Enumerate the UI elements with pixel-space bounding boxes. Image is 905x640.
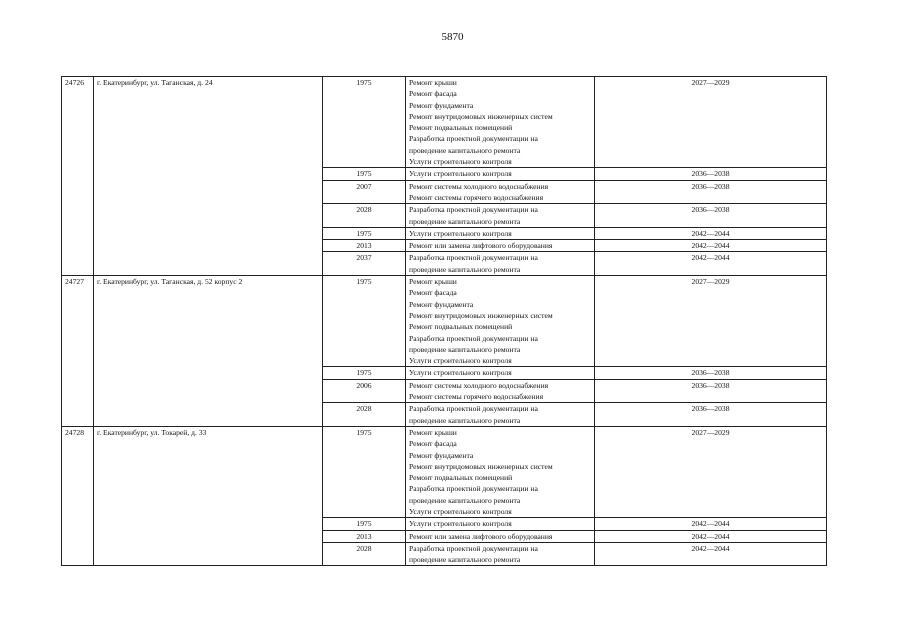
work-line: Ремонт внутридомовых инженерных систем <box>409 111 553 121</box>
work-description <box>406 542 595 566</box>
work-line: Ремонт внутридомовых инженерных систем <box>409 310 553 320</box>
work-year: 1975 <box>323 426 406 517</box>
work-period: 2036—2038 <box>595 204 827 228</box>
work-line: Ремонт крыши <box>409 277 457 287</box>
work-line: Услуги строительного контроля <box>409 519 512 529</box>
work-line: проведение капитального ремонта <box>409 264 521 274</box>
work-line: Ремонт подвальных помещений <box>409 473 513 483</box>
table-row <box>62 276 827 367</box>
work-description <box>406 367 595 379</box>
work-period: 2036—2038 <box>595 168 827 180</box>
work-description <box>406 252 595 276</box>
work-year: 2028 <box>323 403 406 427</box>
work-line: Ремонт фасада <box>409 288 457 298</box>
work-line: Ремонт фасада <box>409 89 457 99</box>
work-period: 2042—2044 <box>595 240 827 252</box>
record-address: г. Екатеринбург, ул. Таганская, д. 24 <box>94 77 323 276</box>
work-line: Ремонт крыши <box>409 78 457 87</box>
work-period: 2042—2044 <box>595 252 827 276</box>
record-address: г. Екатеринбург, ул. Таганская, д. 52 корпус 2 <box>94 276 323 427</box>
work-description <box>406 204 595 228</box>
work-year: 2028 <box>323 542 406 566</box>
work-line: Услуги строительного контроля <box>409 169 512 179</box>
work-description <box>406 227 595 239</box>
work-line: Услуги строительного контроля <box>409 157 512 167</box>
work-description <box>406 77 595 168</box>
work-period: 2042—2044 <box>595 227 827 239</box>
work-description <box>406 426 595 517</box>
work-line: Ремонт фасада <box>409 439 457 449</box>
work-line: проведение капитального ремонта <box>409 555 521 565</box>
record-address: г. Екатеринбург, ул. Токарей, д. 33 <box>94 426 323 566</box>
work-line: Ремонт внутридомовых инженерных систем <box>409 461 553 471</box>
work-description <box>406 379 595 403</box>
work-line: Разработка проектной документации на <box>409 134 538 144</box>
work-period: 2042—2044 <box>595 530 827 542</box>
work-period: 2036—2038 <box>595 403 827 427</box>
work-description <box>406 518 595 530</box>
work-line: Разработка проектной документации на <box>409 484 538 494</box>
work-period: 2036—2038 <box>595 367 827 379</box>
work-line: Ремонт или замена лифтового оборудования <box>409 531 553 541</box>
work-line: Ремонт фундамента <box>409 450 474 460</box>
work-year: 1975 <box>323 518 406 530</box>
work-line: Ремонт подвальных помещений <box>409 322 513 332</box>
work-year: 1975 <box>323 168 406 180</box>
table-row <box>62 77 827 168</box>
work-year: 2013 <box>323 240 406 252</box>
work-period: 2042—2044 <box>595 518 827 530</box>
work-line: Услуги строительного контроля <box>409 506 512 516</box>
work-line: проведение капитального ремонта <box>409 145 521 155</box>
work-description <box>406 276 595 367</box>
table-body <box>62 77 827 566</box>
work-line: Услуги строительного контроля <box>409 228 512 238</box>
work-period: 2027—2029 <box>595 426 827 517</box>
work-description <box>406 403 595 427</box>
record-id: 24726 <box>62 77 94 276</box>
work-line: проведение капитального ремонта <box>409 216 521 226</box>
work-line: Разработка проектной документации на <box>409 253 538 263</box>
work-year: 2006 <box>323 379 406 403</box>
work-year: 1975 <box>323 367 406 379</box>
work-period: 2027—2029 <box>595 276 827 367</box>
work-line: проведение капитального ремонта <box>409 344 521 354</box>
work-line: Ремонт системы горячего водоснабжения <box>409 392 544 402</box>
work-year: 2028 <box>323 204 406 228</box>
work-line: Ремонт крыши <box>409 427 457 437</box>
work-year: 2007 <box>323 180 406 204</box>
work-line: Ремонт системы холодного водоснабжения <box>409 181 549 191</box>
work-line: Ремонт подвальных помещений <box>409 123 513 133</box>
work-line: Разработка проектной документации на <box>409 333 538 343</box>
work-line: Ремонт системы холодного водоснабжения <box>409 380 549 390</box>
page-number: 5870 <box>441 31 464 43</box>
work-line: Услуги строительного контроля <box>409 356 512 366</box>
work-period: 2027—2029 <box>595 77 827 168</box>
record-id: 24728 <box>62 426 94 566</box>
work-period: 2036—2038 <box>595 379 827 403</box>
work-line: проведение капитального ремонта <box>409 415 521 425</box>
work-year: 2037 <box>323 252 406 276</box>
table-row <box>62 426 827 517</box>
work-line: Разработка проектной документации на <box>409 205 538 215</box>
repair-schedule-table <box>61 76 827 566</box>
work-line: Разработка проектной документации на <box>409 543 538 553</box>
work-line: проведение капитального ремонта <box>409 495 521 505</box>
record-id: 24727 <box>62 276 94 427</box>
work-description <box>406 168 595 180</box>
work-year: 1975 <box>323 227 406 239</box>
work-year: 1975 <box>323 276 406 367</box>
work-description <box>406 530 595 542</box>
work-description <box>406 180 595 204</box>
work-line: Услуги строительного контроля <box>409 368 512 378</box>
work-year: 1975 <box>323 77 406 168</box>
work-line: Ремонт фундамента <box>409 100 474 110</box>
work-period: 2042—2044 <box>595 542 827 566</box>
work-period: 2036—2038 <box>595 180 827 204</box>
work-line: Ремонт или замена лифтового оборудования <box>409 241 553 251</box>
work-line: Ремонт системы горячего водоснабжения <box>409 192 544 202</box>
work-year: 2013 <box>323 530 406 542</box>
work-description <box>406 240 595 252</box>
work-line: Ремонт фундамента <box>409 299 474 309</box>
work-line: Разработка проектной документации на <box>409 404 538 414</box>
